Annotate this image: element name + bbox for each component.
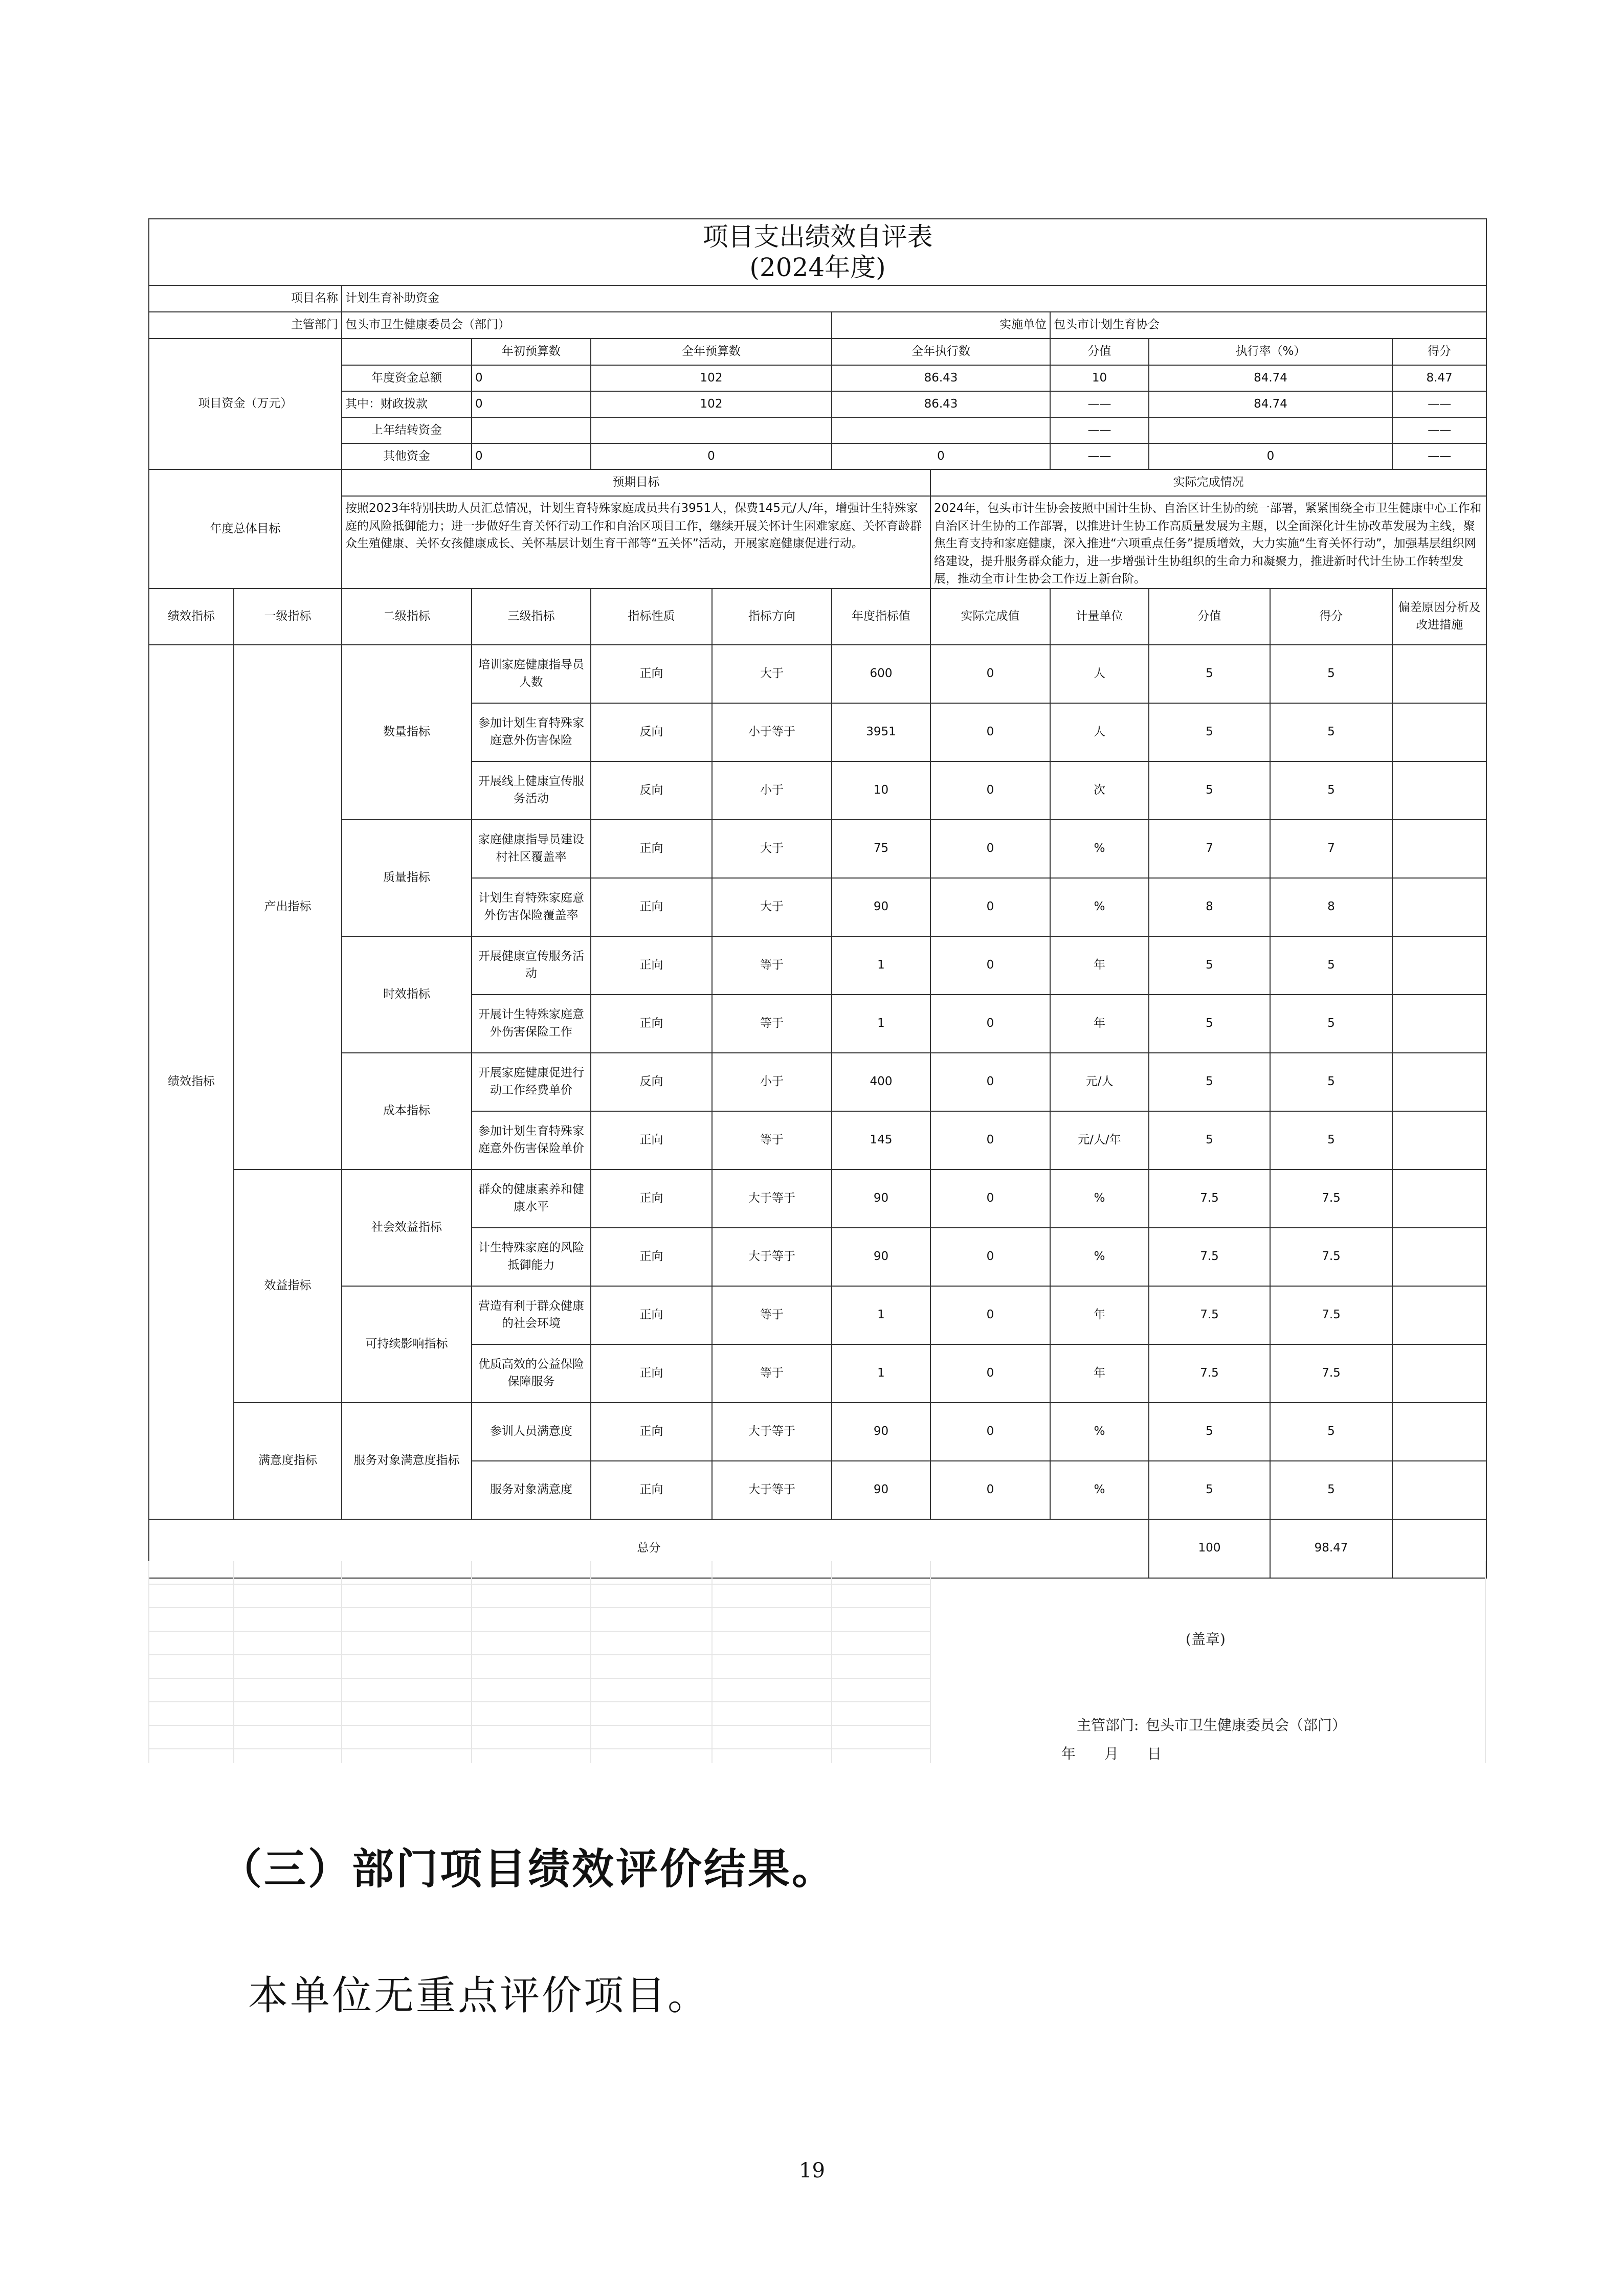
indicator-nature: 正向: [591, 1169, 712, 1228]
indicator-direction: 等于: [712, 1111, 832, 1169]
annual-target-value: 600: [832, 645, 930, 703]
grid-line: [471, 1561, 472, 1763]
annual-target-value: 90: [832, 1461, 930, 1519]
actual-value: 0: [930, 936, 1050, 995]
funds-value: 102: [591, 391, 832, 417]
score-value: 5: [1149, 1403, 1270, 1461]
unit: 人: [1050, 645, 1149, 703]
indicator-nature: 正向: [591, 1461, 712, 1519]
level2-indicator: 时效指标: [342, 936, 472, 1053]
score-got: 5: [1270, 645, 1392, 703]
actual-value: 0: [930, 1053, 1050, 1111]
actual-value: 0: [930, 761, 1050, 820]
grid-line: [1485, 1561, 1486, 1763]
score-got: 5: [1270, 1111, 1392, 1169]
annual-target-value: 1: [832, 1344, 930, 1403]
indicator-direction: 大于等于: [712, 1403, 832, 1461]
level3-indicator: 培训家庭健康指导员人数: [472, 645, 591, 703]
level3-indicator: 开展家庭健康促进行动工作经费单价: [472, 1053, 591, 1111]
actual-value: 0: [930, 1461, 1050, 1519]
score-got: 5: [1270, 1461, 1392, 1519]
annual-target-value: 90: [832, 878, 930, 936]
funds-row: [149, 391, 1486, 417]
score-got: 5: [1270, 1403, 1392, 1461]
deviation-analysis: [1392, 645, 1486, 703]
expected-goal-header: 预期目标: [342, 469, 930, 496]
department-value: 包头市卫生健康委员会（部门）: [342, 312, 832, 339]
funds-row: [149, 443, 1486, 469]
indicator-nature: 正向: [591, 995, 712, 1053]
funds-value: [472, 417, 591, 443]
indicator-header: 得分: [1270, 589, 1392, 645]
indicator-nature: 正向: [591, 1403, 712, 1461]
title-row: [149, 219, 1486, 285]
indicator-row: [149, 1286, 1486, 1344]
funds-header: 分值: [1050, 339, 1149, 365]
actual-value: 0: [930, 995, 1050, 1053]
signature-dept-label: 主管部门:: [1077, 1717, 1139, 1734]
indicator-header: 二级指标: [342, 589, 472, 645]
indicator-direction: 等于: [712, 995, 832, 1053]
indicator-row: [149, 645, 1486, 703]
funds-value: 0: [472, 443, 591, 469]
level3-indicator: 开展线上健康宣传服务活动: [472, 761, 591, 820]
score-value: 7.5: [1149, 1169, 1270, 1228]
expected-goal-text: 按照2023年特别扶助人员汇总情况，计划生育特殊家庭成员共有3951人，保费145元/人/年，增强计生特殊家庭的风险抵御能力；进一步做好生育关怀行动工作和自治区项目工作，继续开展关怀计生困难家庭、关怀育龄群众生殖健康、关怀女孩健康成长、关怀基层计划生育干部等“五关怀”活动，开展家庭健康促进行动。: [342, 496, 930, 589]
funds-row-label: 其中：财政拨款: [342, 391, 472, 417]
annual-target-value: 10: [832, 761, 930, 820]
deviation-analysis: [1392, 995, 1486, 1053]
funds-value: 0: [472, 365, 591, 391]
level3-indicator: 优质高效的公益保险保障服务: [472, 1344, 591, 1403]
score-value: 7.5: [1149, 1344, 1270, 1403]
deviation-analysis: [1392, 936, 1486, 995]
unit: 元/人/年: [1050, 1111, 1149, 1169]
grid-line: [233, 1561, 234, 1763]
indicator-header-row: [149, 589, 1486, 645]
performance-self-evaluation-table: [148, 218, 1487, 1579]
level3-indicator: 参加计划生育特殊家庭意外伤害保险: [472, 703, 591, 761]
indicator-header: 一级指标: [234, 589, 342, 645]
table-title: [149, 219, 1486, 285]
score-value: 5: [1149, 645, 1270, 703]
indicator-direction: 小于: [712, 1053, 832, 1111]
grid-line: [831, 1561, 832, 1763]
indicator-direction: 大于: [712, 878, 832, 936]
implementing-unit-value: 包头市计划生育协会: [1050, 312, 1486, 339]
indicator-header: 年度指标值: [832, 589, 930, 645]
funds-value: 102: [591, 365, 832, 391]
unit: 人: [1050, 703, 1149, 761]
actual-value: 0: [930, 1169, 1050, 1228]
level3-indicator: 家庭健康指导员建设村社区覆盖率: [472, 820, 591, 878]
score-got: 5: [1270, 995, 1392, 1053]
funds-header: 得分: [1392, 339, 1486, 365]
deviation-analysis: [1392, 761, 1486, 820]
total-score-got: 98.47: [1270, 1519, 1392, 1578]
performance-indicator-root: 绩效指标: [149, 645, 234, 1519]
annual-target-value: 3951: [832, 703, 930, 761]
indicator-header: 指标性质: [591, 589, 712, 645]
level3-indicator: 开展计生特殊家庭意外伤害保险工作: [472, 995, 591, 1053]
unit: 元/人: [1050, 1053, 1149, 1111]
grid-line: [341, 1561, 342, 1763]
unit: 年: [1050, 1344, 1149, 1403]
project-name-row: [149, 285, 1486, 312]
score-got: 7.5: [1270, 1344, 1392, 1403]
score-value: 5: [1149, 936, 1270, 995]
score-value: 5: [1149, 1461, 1270, 1519]
indicator-row: [149, 936, 1486, 995]
indicator-direction: 等于: [712, 936, 832, 995]
indicator-direction: 大于等于: [712, 1169, 832, 1228]
score-value: 5: [1149, 703, 1270, 761]
level1-indicator: 效益指标: [234, 1169, 342, 1403]
funds-value: ——: [1050, 391, 1149, 417]
indicator-row: [149, 820, 1486, 878]
deviation-analysis: [1392, 820, 1486, 878]
indicator-nature: 正向: [591, 936, 712, 995]
actual-value: 0: [930, 878, 1050, 936]
indicator-row: [149, 1169, 1486, 1228]
score-got: 7.5: [1270, 1169, 1392, 1228]
funds-value: [832, 417, 1050, 443]
score-got: 5: [1270, 936, 1392, 995]
indicator-direction: 等于: [712, 1286, 832, 1344]
unit: %: [1050, 1461, 1149, 1519]
indicator-header: 实际完成值: [930, 589, 1050, 645]
deviation-analysis: [1392, 1461, 1486, 1519]
annual-target-value: 145: [832, 1111, 930, 1169]
level2-indicator: 可持续影响指标: [342, 1286, 472, 1403]
actual-value: 0: [930, 645, 1050, 703]
deviation-analysis: [1392, 878, 1486, 936]
body-paragraph: 本单位无重点评价项目。: [248, 1973, 710, 2019]
score-value: 5: [1149, 761, 1270, 820]
funds-label: 项目资金（万元）: [149, 339, 342, 469]
total-deviation: [1392, 1519, 1486, 1578]
indicator-direction: 大于等于: [712, 1228, 832, 1286]
funds-row-label: 上年结转资金: [342, 417, 472, 443]
annual-target-value: 400: [832, 1053, 930, 1111]
signature-dept: 包头市卫生健康委员会（部门）: [1146, 1717, 1347, 1734]
grid-line: [590, 1561, 591, 1763]
indicator-row: [149, 1403, 1486, 1461]
deviation-analysis: [1392, 1228, 1486, 1286]
level3-indicator: 群众的健康素养和健康水平: [472, 1169, 591, 1228]
funds-value: ——: [1050, 443, 1149, 469]
score-value: 5: [1149, 995, 1270, 1053]
deviation-analysis: [1392, 1344, 1486, 1403]
deviation-analysis: [1392, 1111, 1486, 1169]
level2-indicator: 质量指标: [342, 820, 472, 936]
indicator-nature: 正向: [591, 878, 712, 936]
grid-line: [930, 1561, 931, 1763]
score-value: 5: [1149, 1111, 1270, 1169]
indicator-direction: 大于: [712, 645, 832, 703]
level3-indicator: 计生特殊家庭的风险抵御能力: [472, 1228, 591, 1286]
funds-header: 全年预算数: [591, 339, 832, 365]
section-heading: （三）部门项目绩效评价结果。: [220, 1844, 836, 1894]
level3-indicator: 计划生育特殊家庭意外伤害保险覆盖率: [472, 878, 591, 936]
department-label: 主管部门: [149, 312, 342, 339]
deviation-analysis: [1392, 1286, 1486, 1344]
score-got: 5: [1270, 761, 1392, 820]
funds-value: ——: [1392, 443, 1486, 469]
indicator-nature: 正向: [591, 1111, 712, 1169]
actual-value: 0: [930, 1286, 1050, 1344]
funds-value: 0: [1149, 443, 1392, 469]
score-value: 8: [1149, 878, 1270, 936]
deviation-analysis: [1392, 1403, 1486, 1461]
level2-indicator: 服务对象满意度指标: [342, 1403, 472, 1519]
score-got: 7.5: [1270, 1228, 1392, 1286]
annual-target-value: 90: [832, 1403, 930, 1461]
actual-value: 0: [930, 820, 1050, 878]
funds-value: 0: [472, 391, 591, 417]
funds-value: 86.43: [832, 365, 1050, 391]
funds-value: 10: [1050, 365, 1149, 391]
indicator-header: 偏差原因分析及改进措施: [1392, 589, 1486, 645]
annual-goal-label: 年度总体目标: [149, 469, 342, 589]
indicator-header: 指标方向: [712, 589, 832, 645]
annual-target-value: 75: [832, 820, 930, 878]
indicator-nature: 反向: [591, 1053, 712, 1111]
funds-header-row: [149, 339, 1486, 365]
indicator-nature: 正向: [591, 820, 712, 878]
unit: %: [1050, 1403, 1149, 1461]
score-got: 8: [1270, 878, 1392, 936]
total-score-value: 100: [1149, 1519, 1270, 1578]
project-name-value: 计划生育补助资金: [342, 285, 1486, 312]
indicator-nature: 反向: [591, 761, 712, 820]
indicator-nature: 反向: [591, 703, 712, 761]
funds-value: 0: [832, 443, 1050, 469]
project-name-label: 项目名称: [149, 285, 342, 312]
score-value: 7: [1149, 820, 1270, 878]
funds-value: 84.74: [1149, 365, 1392, 391]
level2-indicator: 社会效益指标: [342, 1169, 472, 1286]
level3-indicator: 服务对象满意度: [472, 1461, 591, 1519]
funds-value: 86.43: [832, 391, 1050, 417]
indicator-row: [149, 1053, 1486, 1111]
level3-indicator: 营造有利于群众健康的社会环境: [472, 1286, 591, 1344]
title-text: 项目支出绩效自评表: [702, 222, 933, 252]
unit: %: [1050, 1169, 1149, 1228]
subtitle-text: (2024年度): [749, 253, 886, 282]
funds-value: ——: [1392, 417, 1486, 443]
unit: 年: [1050, 936, 1149, 995]
actual-completion-header: 实际完成情况: [930, 469, 1486, 496]
deviation-analysis: [1392, 703, 1486, 761]
annual-target-value: 1: [832, 995, 930, 1053]
actual-value: 0: [930, 1344, 1050, 1403]
funds-row-label: 年度资金总额: [342, 365, 472, 391]
score-value: 7.5: [1149, 1228, 1270, 1286]
score-value: 7.5: [1149, 1286, 1270, 1344]
total-label: 总分: [149, 1519, 1149, 1578]
funds-row: [149, 417, 1486, 443]
unit: 次: [1050, 761, 1149, 820]
actual-value: 0: [930, 1403, 1050, 1461]
funds-row-label: 其他资金: [342, 443, 472, 469]
indicator-header: 三级指标: [472, 589, 591, 645]
level1-indicator: 满意度指标: [234, 1403, 342, 1519]
funds-value: 8.47: [1392, 365, 1486, 391]
deviation-analysis: [1392, 1169, 1486, 1228]
goal-header-row: [149, 469, 1486, 496]
signature-date: 年 月 日: [1061, 1745, 1162, 1762]
score-got: 5: [1270, 1053, 1392, 1111]
annual-target-value: 1: [832, 936, 930, 995]
score-value: 5: [1149, 1053, 1270, 1111]
department-row: [149, 312, 1486, 339]
funds-corner: [342, 339, 472, 365]
actual-value: 0: [930, 1111, 1050, 1169]
funds-value: 84.74: [1149, 391, 1392, 417]
level3-indicator: 开展健康宣传服务活动: [472, 936, 591, 995]
unit: 年: [1050, 995, 1149, 1053]
indicator-direction: 大于等于: [712, 1461, 832, 1519]
indicator-nature: 正向: [591, 1286, 712, 1344]
indicator-direction: 小于等于: [712, 703, 832, 761]
funds-value: [1149, 417, 1392, 443]
indicator-direction: 等于: [712, 1344, 832, 1403]
indicator-nature: 正向: [591, 1344, 712, 1403]
annual-target-value: 1: [832, 1286, 930, 1344]
score-got: 5: [1270, 703, 1392, 761]
score-got: 7: [1270, 820, 1392, 878]
indicator-header: 计量单位: [1050, 589, 1149, 645]
funds-header: 全年执行数: [832, 339, 1050, 365]
funds-value: ——: [1392, 391, 1486, 417]
unit: 年: [1050, 1286, 1149, 1344]
level3-indicator: 参加计划生育特殊家庭意外伤害保险单价: [472, 1111, 591, 1169]
grid-line: [711, 1561, 713, 1763]
indicator-direction: 大于: [712, 820, 832, 878]
annual-target-value: 90: [832, 1169, 930, 1228]
page-number: 19: [799, 2159, 825, 2182]
unit: %: [1050, 1228, 1149, 1286]
actual-completion-text: 2024年，包头市计生协会按照中国计生协、自治区计生协的统一部署，紧紧围绕全市卫生健康中心工作和自治区计生协的工作部署，以推进计生协工作高质量发展为主题，以全面深化计生协改革发展为主线，聚焦生育支持和家庭健康，深入推进“六项重点任务”提质增效，大力实施“生育关怀行动”，加强基层组织网络建设，提升服务群众能力，进一步增强计生协组织的生命力和凝聚力，推进新时代计生协工作转型发展，推动全市计生协会工作迈上新台阶。: [930, 496, 1486, 589]
funds-value: ——: [1050, 417, 1149, 443]
indicator-direction: 小于: [712, 761, 832, 820]
unit: %: [1050, 878, 1149, 936]
indicator-header: 绩效指标: [149, 589, 234, 645]
level1-indicator: 产出指标: [234, 645, 342, 1169]
implementing-unit-label: 实施单位: [832, 312, 1050, 339]
goal-content-row: [149, 496, 1486, 589]
actual-value: 0: [930, 1228, 1050, 1286]
indicator-nature: 正向: [591, 1228, 712, 1286]
annual-target-value: 90: [832, 1228, 930, 1286]
funds-value: [591, 417, 832, 443]
blank-sheet-grid: [148, 1561, 931, 1763]
funds-row: [149, 365, 1486, 391]
score-got: 7.5: [1270, 1286, 1392, 1344]
indicator-nature: 正向: [591, 645, 712, 703]
funds-value: 0: [591, 443, 832, 469]
level2-indicator: 数量指标: [342, 645, 472, 820]
level2-indicator: 成本指标: [342, 1053, 472, 1169]
deviation-analysis: [1392, 1053, 1486, 1111]
seal-placeholder: (盖章): [1186, 1631, 1226, 1648]
funds-header: 年初预算数: [472, 339, 591, 365]
actual-value: 0: [930, 703, 1050, 761]
level3-indicator: 参训人员满意度: [472, 1403, 591, 1461]
unit: %: [1050, 820, 1149, 878]
funds-header: 执行率（%）: [1149, 339, 1392, 365]
indicator-header: 分值: [1149, 589, 1270, 645]
